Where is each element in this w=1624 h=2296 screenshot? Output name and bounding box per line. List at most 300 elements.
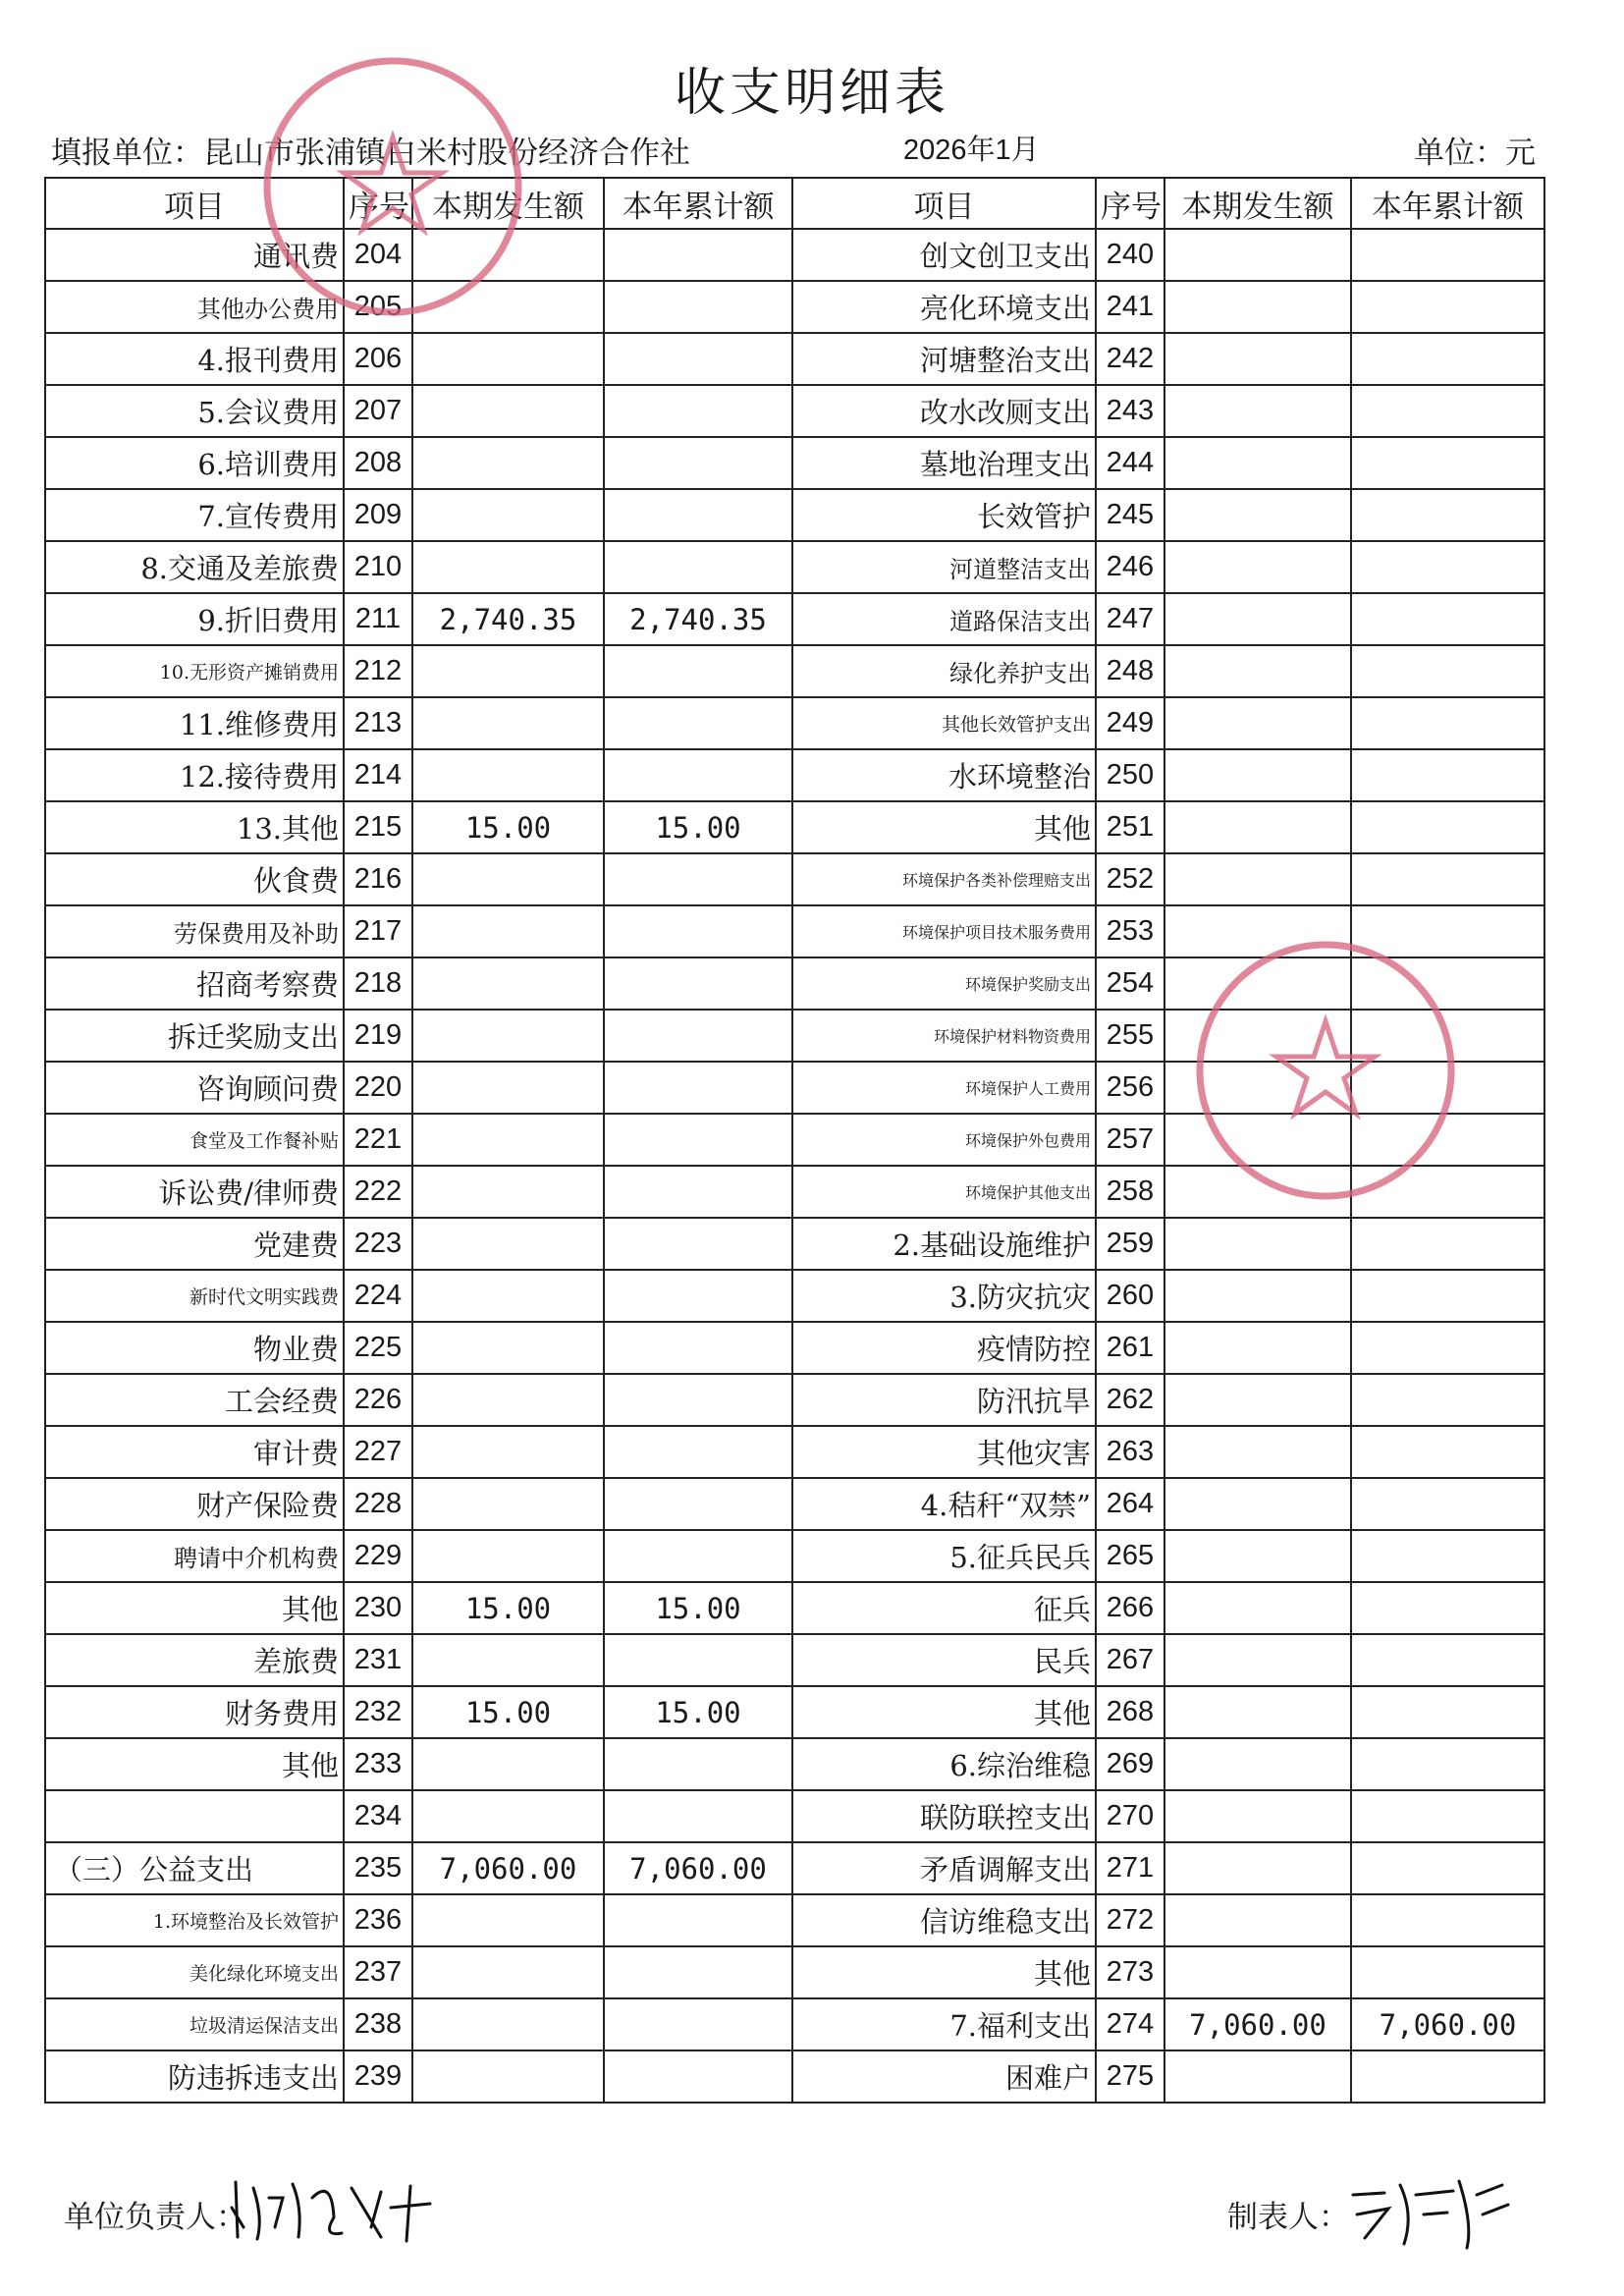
left-seq-number: 217: [344, 905, 412, 957]
table-row: [45, 385, 1544, 437]
right-item-name: 环境保护材料物资费用: [792, 1010, 1096, 1062]
right-item-name: 联防联控支出: [792, 1790, 1096, 1842]
right-seq-number: 250: [1096, 749, 1164, 801]
left-current-amount: 15.00: [412, 1582, 604, 1634]
right-ytd-amount: [1351, 1426, 1544, 1478]
left-item-name: 食堂及工作餐补贴: [45, 1114, 344, 1166]
left-item-name: 通讯费: [45, 229, 344, 281]
right-seq-number: 246: [1096, 541, 1164, 593]
col-current: 本期发生额: [412, 178, 604, 229]
right-ytd-amount: [1351, 1842, 1544, 1894]
right-seq-number: 258: [1096, 1166, 1164, 1218]
left-item-name: 审计费: [45, 1426, 344, 1478]
right-ytd-amount: [1351, 385, 1544, 437]
table-row: [45, 593, 1544, 645]
right-ytd-amount: [1351, 749, 1544, 801]
right-seq-number: 254: [1096, 957, 1164, 1010]
left-item-name: 12.接待费用: [45, 749, 344, 801]
left-item-name: 伙食费: [45, 853, 344, 905]
left-seq-number: 205: [344, 281, 412, 333]
left-item-name: 党建费: [45, 1218, 344, 1270]
right-item-name: 矛盾调解支出: [792, 1842, 1096, 1894]
right-current-amount: [1164, 1946, 1351, 1998]
right-item-name: 环境保护人工费用: [792, 1062, 1096, 1114]
left-item-name: 9.折旧费用: [45, 593, 344, 645]
left-seq-number: 216: [344, 853, 412, 905]
right-ytd-amount: [1351, 593, 1544, 645]
right-seq-number: 252: [1096, 853, 1164, 905]
money-unit: 单位：元: [1414, 136, 1536, 171]
left-ytd-amount: 2,740.35: [604, 593, 792, 645]
left-current-amount: [412, 957, 604, 1010]
right-current-amount: [1164, 1478, 1351, 1530]
right-item-name: 环境保护项目技术服务费用: [792, 905, 1096, 957]
right-item-name: 其他长效管护支出: [792, 697, 1096, 749]
table-row: [45, 1374, 1544, 1426]
left-current-amount: [412, 1166, 604, 1218]
left-current-amount: 7,060.00: [412, 1842, 604, 1894]
left-seq-number: 214: [344, 749, 412, 801]
left-current-amount: [412, 385, 604, 437]
left-seq-number: 213: [344, 697, 412, 749]
left-item-name: 4.报刊费用: [45, 333, 344, 385]
col-ytd: 本年累计额: [604, 178, 792, 229]
right-item-name: 6.综治维稳: [792, 1738, 1096, 1790]
left-item-name: 差旅费: [45, 1634, 344, 1686]
right-ytd-amount: [1351, 801, 1544, 853]
right-seq-number: 248: [1096, 645, 1164, 697]
left-seq-number: 235: [344, 1842, 412, 1894]
left-ytd-amount: [604, 1270, 792, 1322]
table-row: [45, 853, 1544, 905]
table-row: [45, 1530, 1544, 1582]
left-ytd-amount: [604, 1738, 792, 1790]
right-current-amount: [1164, 229, 1351, 281]
right-ytd-amount: [1351, 1322, 1544, 1374]
left-current-amount: [412, 1374, 604, 1426]
left-seq-number: 212: [344, 645, 412, 697]
left-item-name: 招商考察费: [45, 957, 344, 1010]
right-seq-number: 251: [1096, 801, 1164, 853]
right-current-amount: [1164, 1374, 1351, 1426]
right-current-amount: [1164, 1738, 1351, 1790]
left-ytd-amount: 7,060.00: [604, 1842, 792, 1894]
left-ytd-amount: [604, 2050, 792, 2103]
left-seq-number: 211: [344, 593, 412, 645]
left-ytd-amount: [604, 905, 792, 957]
right-ytd-amount: [1351, 1686, 1544, 1738]
left-current-amount: [412, 1530, 604, 1582]
right-seq-number: 240: [1096, 229, 1164, 281]
preparer-signature: [1345, 2165, 1512, 2254]
left-current-amount: [412, 1062, 604, 1114]
right-current-amount: 7,060.00: [1164, 1998, 1351, 2050]
right-seq-number: 264: [1096, 1478, 1164, 1530]
table-row: [45, 1946, 1544, 1998]
left-current-amount: [412, 1478, 604, 1530]
left-item-name: 新时代文明实践费: [45, 1270, 344, 1322]
table-row: [45, 1842, 1544, 1894]
left-seq-number: 210: [344, 541, 412, 593]
right-item-name: 5.征兵民兵: [792, 1530, 1096, 1582]
table-row: [45, 1270, 1544, 1322]
right-item-name: 困难户: [792, 2050, 1096, 2103]
left-seq-number: 224: [344, 1270, 412, 1322]
left-item-name: 1.环境整治及长效管护: [45, 1894, 344, 1946]
right-ytd-amount: [1351, 1894, 1544, 1946]
right-ytd-amount: 7,060.00: [1351, 1998, 1544, 2050]
right-current-amount: [1164, 645, 1351, 697]
table-row: [45, 1790, 1544, 1842]
left-item-name: 财产保险费: [45, 1478, 344, 1530]
right-ytd-amount: [1351, 541, 1544, 593]
left-current-amount: [412, 853, 604, 905]
right-item-name: 2.基础设施维护: [792, 1218, 1096, 1270]
right-item-name: 绿化养护支出: [792, 645, 1096, 697]
table-row: [45, 541, 1544, 593]
left-ytd-amount: 15.00: [604, 1686, 792, 1738]
right-current-amount: [1164, 1842, 1351, 1894]
left-ytd-amount: [604, 1166, 792, 1218]
left-seq-number: 223: [344, 1218, 412, 1270]
left-ytd-amount: [604, 385, 792, 437]
left-seq-number: 225: [344, 1322, 412, 1374]
right-current-amount: [1164, 541, 1351, 593]
left-item-name: 劳保费用及补助: [45, 905, 344, 957]
right-current-amount: [1164, 1270, 1351, 1322]
right-ytd-amount: [1351, 1374, 1544, 1426]
left-seq-number: 229: [344, 1530, 412, 1582]
right-seq-number: 262: [1096, 1374, 1164, 1426]
left-ytd-amount: [604, 1218, 792, 1270]
table-row: [45, 2050, 1544, 2103]
right-current-amount: [1164, 281, 1351, 333]
seal-stamp-top: [245, 39, 540, 334]
left-item-name: 美化绿化环境支出: [45, 1946, 344, 1998]
col-item: 项目: [45, 178, 344, 229]
table-row: [45, 437, 1544, 489]
left-item-name: 拆迁奖励支出: [45, 1010, 344, 1062]
right-ytd-amount: [1351, 1634, 1544, 1686]
left-ytd-amount: [604, 1374, 792, 1426]
left-ytd-amount: [604, 541, 792, 593]
right-seq-number: 247: [1096, 593, 1164, 645]
right-ytd-amount: [1351, 229, 1544, 281]
right-item-name: 环境保护外包费用: [792, 1114, 1096, 1166]
right-current-amount: [1164, 1582, 1351, 1634]
right-ytd-amount: [1351, 1478, 1544, 1530]
right-seq-number: 253: [1096, 905, 1164, 957]
table-row: [45, 645, 1544, 697]
left-ytd-amount: [604, 1998, 792, 2050]
left-ytd-amount: [604, 1894, 792, 1946]
left-item-name: 8.交通及差旅费: [45, 541, 344, 593]
left-item-name: 其他: [45, 1738, 344, 1790]
left-current-amount: [412, 1946, 604, 1998]
left-item-name: 5.会议费用: [45, 385, 344, 437]
right-seq-number: 273: [1096, 1946, 1164, 1998]
right-seq-number: 274: [1096, 1998, 1164, 2050]
right-ytd-amount: [1351, 437, 1544, 489]
left-ytd-amount: [604, 853, 792, 905]
table-row: [45, 1686, 1544, 1738]
right-seq-number: 241: [1096, 281, 1164, 333]
left-item-name: 诉讼费/律师费: [45, 1166, 344, 1218]
right-item-name: 征兵: [792, 1582, 1096, 1634]
right-seq-number: 267: [1096, 1634, 1164, 1686]
preparer-label: 制表人：: [1227, 2200, 1349, 2235]
left-seq-number: 218: [344, 957, 412, 1010]
left-seq-number: 209: [344, 489, 412, 541]
right-seq-number: 265: [1096, 1530, 1164, 1582]
left-seq-number: 237: [344, 1946, 412, 1998]
left-ytd-amount: 15.00: [604, 801, 792, 853]
left-ytd-amount: [604, 229, 792, 281]
responsible-signature: [224, 2168, 440, 2247]
right-item-name: 环境保护奖励支出: [792, 957, 1096, 1010]
left-ytd-amount: [604, 1478, 792, 1530]
left-ytd-amount: [604, 749, 792, 801]
right-seq-number: 249: [1096, 697, 1164, 749]
col-item: 项目: [792, 178, 1096, 229]
left-current-amount: [412, 905, 604, 957]
left-ytd-amount: [604, 1634, 792, 1686]
table-row: [45, 1894, 1544, 1946]
left-item-name: （三）公益支出: [45, 1842, 344, 1894]
left-item-name: 7.宣传费用: [45, 489, 344, 541]
right-ytd-amount: [1351, 1582, 1544, 1634]
left-current-amount: [412, 1790, 604, 1842]
left-item-name: 防违拆违支出: [45, 2050, 344, 2103]
right-current-amount: [1164, 1894, 1351, 1946]
left-current-amount: [412, 1218, 604, 1270]
right-item-name: 防汛抗旱: [792, 1374, 1096, 1426]
report-date: 2026年1月: [903, 135, 1040, 166]
table-row: [45, 1582, 1544, 1634]
reporting-unit: 填报单位：昆山市张浦镇白米村股份经济合作社: [51, 136, 690, 171]
right-ytd-amount: [1351, 281, 1544, 333]
right-current-amount: [1164, 1790, 1351, 1842]
right-ytd-amount: [1351, 333, 1544, 385]
left-ytd-amount: [604, 697, 792, 749]
right-ytd-amount: [1351, 645, 1544, 697]
right-seq-number: 260: [1096, 1270, 1164, 1322]
right-item-name: 环境保护其他支出: [792, 1166, 1096, 1218]
table-row: [45, 1322, 1544, 1374]
left-item-name: 财务费用: [45, 1686, 344, 1738]
right-current-amount: [1164, 333, 1351, 385]
left-item-name: 聘请中介机构费: [45, 1530, 344, 1582]
left-seq-number: 238: [344, 1998, 412, 2050]
right-current-amount: [1164, 437, 1351, 489]
right-current-amount: [1164, 1426, 1351, 1478]
left-ytd-amount: [604, 1114, 792, 1166]
page-title: 收支明细表: [674, 64, 949, 123]
left-current-amount: [412, 437, 604, 489]
right-ytd-amount: [1351, 1218, 1544, 1270]
left-seq-number: 239: [344, 2050, 412, 2103]
right-item-name: 创文创卫支出: [792, 229, 1096, 281]
left-current-amount: [412, 1998, 604, 2050]
left-item-name: 10.无形资产摊销费用: [45, 645, 344, 697]
left-ytd-amount: [604, 1790, 792, 1842]
right-item-name: 亮化环境支出: [792, 281, 1096, 333]
right-item-name: 信访维稳支出: [792, 1894, 1096, 1946]
left-item-name: 13.其他: [45, 801, 344, 853]
right-seq-number: 271: [1096, 1842, 1164, 1894]
right-item-name: 长效管护: [792, 489, 1096, 541]
left-ytd-amount: [604, 1322, 792, 1374]
left-seq-number: 226: [344, 1374, 412, 1426]
left-seq-number: 215: [344, 801, 412, 853]
right-current-amount: [1164, 697, 1351, 749]
right-current-amount: [1164, 749, 1351, 801]
right-seq-number: 269: [1096, 1738, 1164, 1790]
left-item-name: 物业费: [45, 1322, 344, 1374]
left-current-amount: [412, 1426, 604, 1478]
right-item-name: 疫情防控: [792, 1322, 1096, 1374]
right-item-name: 水环境整治: [792, 749, 1096, 801]
seal-stamp-right: [1178, 923, 1473, 1218]
right-item-name: 道路保洁支出: [792, 593, 1096, 645]
left-current-amount: [412, 541, 604, 593]
right-ytd-amount: [1351, 1270, 1544, 1322]
table-row: [45, 333, 1544, 385]
left-current-amount: [412, 489, 604, 541]
left-item-name: 11.维修费用: [45, 697, 344, 749]
left-current-amount: 2,740.35: [412, 593, 604, 645]
right-seq-number: 268: [1096, 1686, 1164, 1738]
left-current-amount: [412, 1894, 604, 1946]
col-ytd: 本年累计额: [1351, 178, 1544, 229]
left-ytd-amount: [604, 1062, 792, 1114]
right-ytd-amount: [1351, 853, 1544, 905]
left-current-amount: [412, 1114, 604, 1166]
left-item-name: 咨询顾问费: [45, 1062, 344, 1114]
left-ytd-amount: [604, 489, 792, 541]
right-seq-number: 261: [1096, 1322, 1164, 1374]
right-item-name: 环境保护各类补偿理赔支出: [792, 853, 1096, 905]
left-seq-number: 231: [344, 1634, 412, 1686]
left-item-name: 垃圾清运保洁支出: [45, 1998, 344, 2050]
right-ytd-amount: [1351, 1530, 1544, 1582]
right-current-amount: [1164, 1686, 1351, 1738]
col-seq: 序号: [344, 178, 412, 229]
right-seq-number: 272: [1096, 1894, 1164, 1946]
left-current-amount: 15.00: [412, 1686, 604, 1738]
left-seq-number: 230: [344, 1582, 412, 1634]
right-ytd-amount: [1351, 1738, 1544, 1790]
left-seq-number: 227: [344, 1426, 412, 1478]
right-item-name: 其他: [792, 801, 1096, 853]
right-current-amount: [1164, 1218, 1351, 1270]
right-current-amount: [1164, 853, 1351, 905]
left-seq-number: 228: [344, 1478, 412, 1530]
table-row: [45, 1478, 1544, 1530]
table-row: [45, 489, 1544, 541]
left-seq-number: 207: [344, 385, 412, 437]
left-seq-number: 220: [344, 1062, 412, 1114]
table-row: [45, 1738, 1544, 1790]
right-item-name: 民兵: [792, 1634, 1096, 1686]
table-row: [45, 801, 1544, 853]
left-seq-number: 234: [344, 1790, 412, 1842]
right-item-name: 3.防灾抗灾: [792, 1270, 1096, 1322]
right-seq-number: 255: [1096, 1010, 1164, 1062]
right-current-amount: [1164, 801, 1351, 853]
left-ytd-amount: [604, 957, 792, 1010]
right-item-name: 其他灾害: [792, 1426, 1096, 1478]
left-current-amount: [412, 1738, 604, 1790]
right-seq-number: 256: [1096, 1062, 1164, 1114]
right-seq-number: 270: [1096, 1790, 1164, 1842]
right-current-amount: [1164, 489, 1351, 541]
left-item-name: 6.培训费用: [45, 437, 344, 489]
left-ytd-amount: [604, 1010, 792, 1062]
right-item-name: 河道整洁支出: [792, 541, 1096, 593]
right-item-name: 墓地治理支出: [792, 437, 1096, 489]
table-row: [45, 1998, 1544, 2050]
left-seq-number: 236: [344, 1894, 412, 1946]
left-item-name: 工会经费: [45, 1374, 344, 1426]
right-item-name: 河塘整治支出: [792, 333, 1096, 385]
left-ytd-amount: [604, 645, 792, 697]
right-current-amount: [1164, 1322, 1351, 1374]
right-item-name: 7.福利支出: [792, 1998, 1096, 2050]
right-ytd-amount: [1351, 489, 1544, 541]
left-current-amount: [412, 697, 604, 749]
right-current-amount: [1164, 1634, 1351, 1686]
right-seq-number: 244: [1096, 437, 1164, 489]
left-ytd-amount: [604, 437, 792, 489]
left-ytd-amount: [604, 1946, 792, 1998]
right-current-amount: [1164, 385, 1351, 437]
left-current-amount: [412, 1634, 604, 1686]
left-item-name: [45, 1790, 344, 1842]
right-ytd-amount: [1351, 697, 1544, 749]
right-ytd-amount: [1351, 2050, 1544, 2103]
left-ytd-amount: [604, 1426, 792, 1478]
right-item-name: 改水改厕支出: [792, 385, 1096, 437]
responsible-label: 单位负责人：: [64, 2200, 246, 2235]
right-seq-number: 263: [1096, 1426, 1164, 1478]
right-item-name: 其他: [792, 1946, 1096, 1998]
col-current: 本期发生额: [1164, 178, 1351, 229]
left-current-amount: [412, 1270, 604, 1322]
left-seq-number: 208: [344, 437, 412, 489]
right-seq-number: 257: [1096, 1114, 1164, 1166]
left-ytd-amount: [604, 333, 792, 385]
right-seq-number: 242: [1096, 333, 1164, 385]
right-current-amount: [1164, 2050, 1351, 2103]
table-row: [45, 749, 1544, 801]
left-current-amount: 15.00: [412, 801, 604, 853]
left-current-amount: [412, 749, 604, 801]
left-ytd-amount: [604, 1530, 792, 1582]
left-current-amount: [412, 333, 604, 385]
left-seq-number: 222: [344, 1166, 412, 1218]
right-seq-number: 243: [1096, 385, 1164, 437]
left-current-amount: [412, 645, 604, 697]
right-item-name: 其他: [792, 1686, 1096, 1738]
left-seq-number: 204: [344, 229, 412, 281]
table-row: [45, 1426, 1544, 1478]
left-seq-number: 221: [344, 1114, 412, 1166]
left-seq-number: 232: [344, 1686, 412, 1738]
left-item-name: 其他: [45, 1582, 344, 1634]
left-seq-number: 206: [344, 333, 412, 385]
table-row: [45, 1218, 1544, 1270]
